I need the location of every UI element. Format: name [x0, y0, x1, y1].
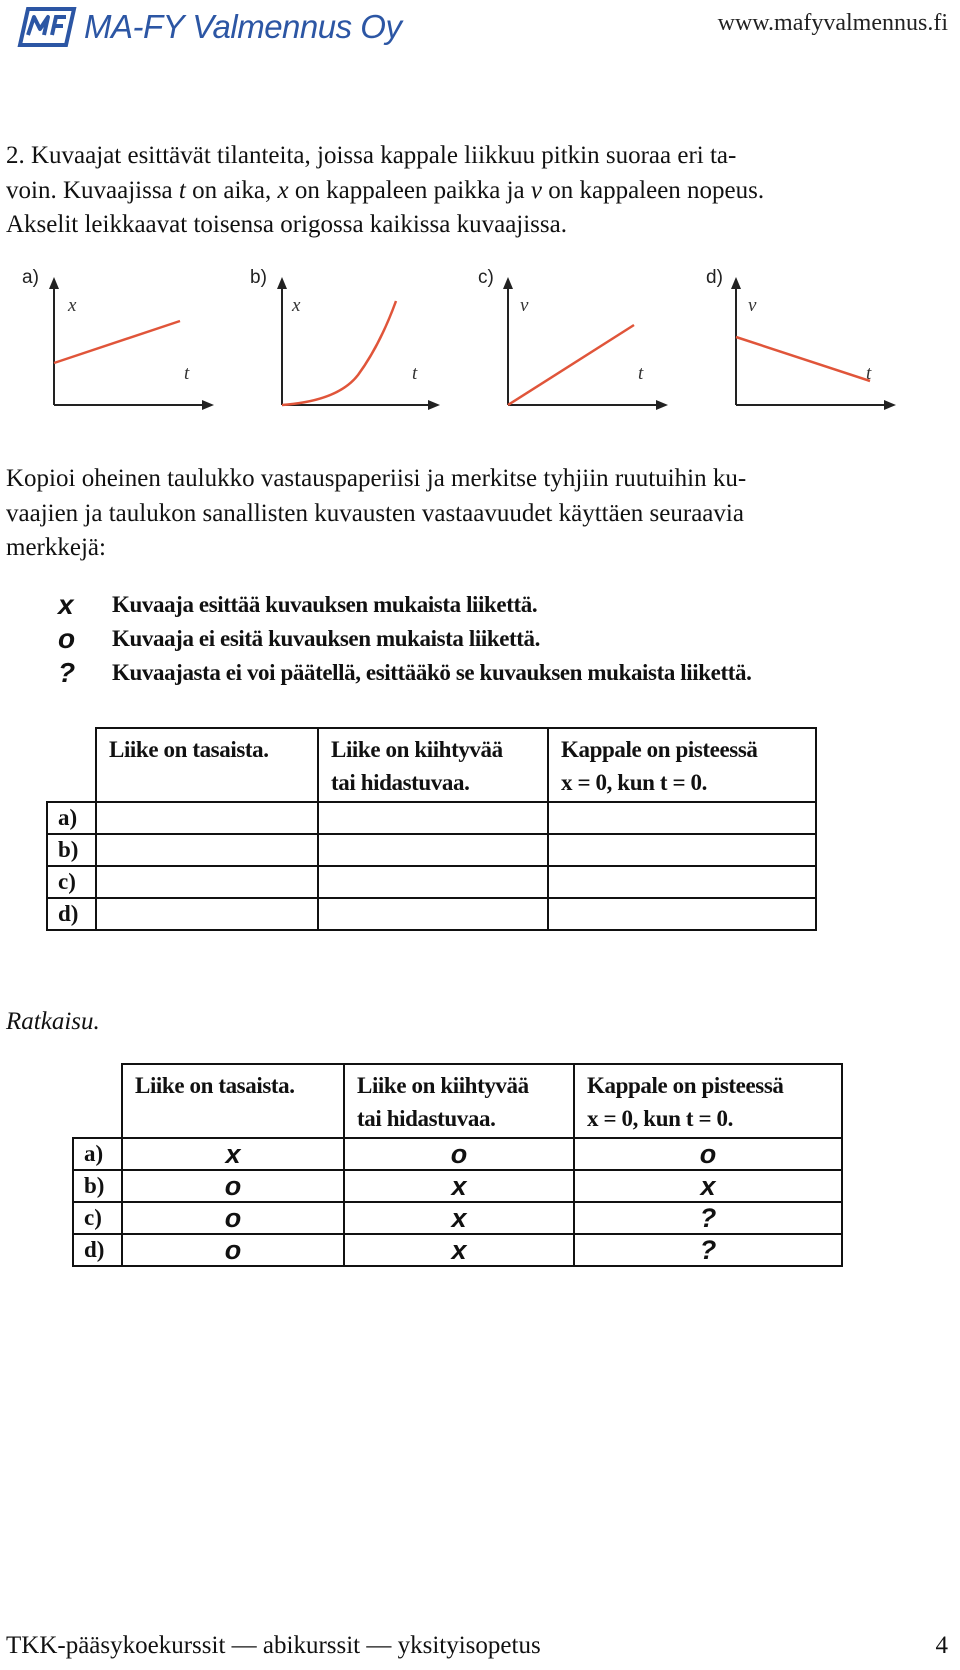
site-url[interactable]: www.mafyvalmennus.fi	[717, 10, 948, 36]
answer-mark: o	[122, 1234, 344, 1266]
answer-mark: ?	[574, 1202, 842, 1234]
row-label: c)	[73, 1202, 122, 1234]
x-axis-label: t	[866, 363, 872, 384]
question-table	[46, 727, 817, 931]
graph-a	[18, 265, 218, 425]
legend-item	[58, 656, 938, 690]
empty-cell[interactable]	[548, 898, 816, 930]
row-label: b)	[47, 834, 96, 866]
column-header: Liike on tasaista.	[96, 728, 318, 802]
graph-label: d)	[706, 267, 723, 288]
problem-line: 2. Kuvaajat esittävät tilanteita, joissa kappale liikkuu pitkin suoraa eri ta-	[6, 142, 737, 169]
column-header: Liike on tasaista.	[122, 1064, 344, 1138]
logo-text: MA-FY Valmennus Oy	[84, 8, 402, 45]
column-header: Liike on kiihtyvää tai hidastuvaa.	[344, 1064, 574, 1138]
page-number: 4	[935, 1632, 948, 1659]
solution-table	[72, 1063, 843, 1267]
empty-cell[interactable]	[96, 866, 318, 898]
answer-mark: x	[344, 1202, 574, 1234]
answer-mark: o	[122, 1202, 344, 1234]
problem-line: Akselit leikkaavat toisensa origossa kaikissa kuvaajissa.	[6, 211, 567, 238]
empty-cell[interactable]	[318, 834, 548, 866]
empty-cell[interactable]	[548, 802, 816, 834]
table-row	[47, 834, 816, 866]
answer-mark: o	[122, 1170, 344, 1202]
company-logo	[14, 4, 401, 50]
empty-cell[interactable]	[96, 834, 318, 866]
table-row	[47, 802, 816, 834]
table-row	[73, 1170, 842, 1202]
legend-item	[58, 622, 938, 656]
empty-cell[interactable]	[96, 898, 318, 930]
answer-mark: x	[344, 1170, 574, 1202]
graph-c	[476, 265, 676, 425]
column-header: Liike on kiihtyvää tai hidastuvaa.	[318, 728, 548, 802]
answer-mark: x	[122, 1138, 344, 1170]
footer-text: TKK-pääsykoekurssit — abikurssit — yksityisopetus	[6, 1632, 541, 1659]
curve	[282, 301, 396, 405]
table-row	[47, 866, 816, 898]
instruction-line: merkkejä:	[6, 534, 106, 561]
empty-cell[interactable]	[318, 802, 548, 834]
table-row	[47, 898, 816, 930]
answer-mark: o	[574, 1138, 842, 1170]
o-mark-icon: o	[58, 623, 76, 654]
empty-cell[interactable]	[96, 802, 318, 834]
legend-item	[58, 588, 938, 622]
instruction-paragraph	[6, 462, 950, 566]
row-label: c)	[47, 866, 96, 898]
empty-cell[interactable]	[548, 834, 816, 866]
answer-mark: x	[574, 1170, 842, 1202]
instruction-line: vaajien ja taulukon sanallisten kuvausten vastaavuudet käyttäen seuraavia	[6, 499, 744, 527]
x-axis-label: t	[412, 363, 418, 384]
column-header: Kappale on pisteessä x = 0, kun t = 0.	[548, 728, 816, 802]
column-header: Kappale on pisteessä x = 0, kun t = 0.	[574, 1064, 842, 1138]
answer-mark: o	[344, 1138, 574, 1170]
row-label: d)	[47, 898, 96, 930]
table-row	[73, 1202, 842, 1234]
symbol-legend	[58, 588, 938, 690]
instruction-line: Kopioi oheinen taulukko vastauspaperiisi ja merkitse tyhjiin ruutuihin ku-	[6, 465, 747, 492]
graph-label: a)	[22, 267, 39, 288]
y-axis-label: v	[520, 295, 529, 316]
empty-cell[interactable]	[548, 866, 816, 898]
y-axis-label: x	[292, 295, 301, 316]
solution-label: Ratkaisu.	[6, 1008, 100, 1035]
answer-mark: ?	[574, 1234, 842, 1266]
legend-text: Kuvaaja ei esitä kuvauksen mukaista liikettä.	[112, 626, 540, 651]
x-axis-label: t	[184, 363, 190, 384]
graph-label: c)	[478, 267, 494, 288]
row-label: b)	[73, 1170, 122, 1202]
table-header-row	[47, 728, 816, 802]
legend-text: Kuvaaja esittää kuvauksen mukaista liikettä.	[112, 592, 538, 617]
y-axis-label: v	[748, 295, 757, 316]
row-label: a)	[47, 802, 96, 834]
curve	[736, 337, 870, 381]
graph-b	[248, 265, 448, 425]
answer-mark: x	[344, 1234, 574, 1266]
table-header-row	[73, 1064, 842, 1138]
problem-statement	[6, 139, 950, 243]
row-label: a)	[73, 1138, 122, 1170]
y-axis-label: x	[68, 295, 77, 316]
x-axis-label: t	[638, 363, 644, 384]
curve	[54, 321, 180, 363]
table-row	[73, 1234, 842, 1266]
logo-icon	[14, 5, 78, 49]
empty-cell[interactable]	[318, 866, 548, 898]
curve	[508, 325, 634, 405]
empty-cell[interactable]	[318, 898, 548, 930]
graph-d	[704, 265, 904, 425]
x-mark-icon: x	[58, 589, 74, 620]
row-label: d)	[73, 1234, 122, 1266]
page-header	[0, 0, 960, 60]
table-row	[73, 1138, 842, 1170]
legend-text: Kuvaajasta ei voi päätellä, esittääkö se kuvauksen mukaista liikettä.	[112, 660, 752, 685]
problem-line: voin. Kuvaajissa t on aika, x on kappaleen paikka ja v on kappaleen nopeus.	[6, 176, 765, 204]
graph-label: b)	[250, 267, 267, 288]
question-mark-icon: ?	[58, 657, 76, 688]
